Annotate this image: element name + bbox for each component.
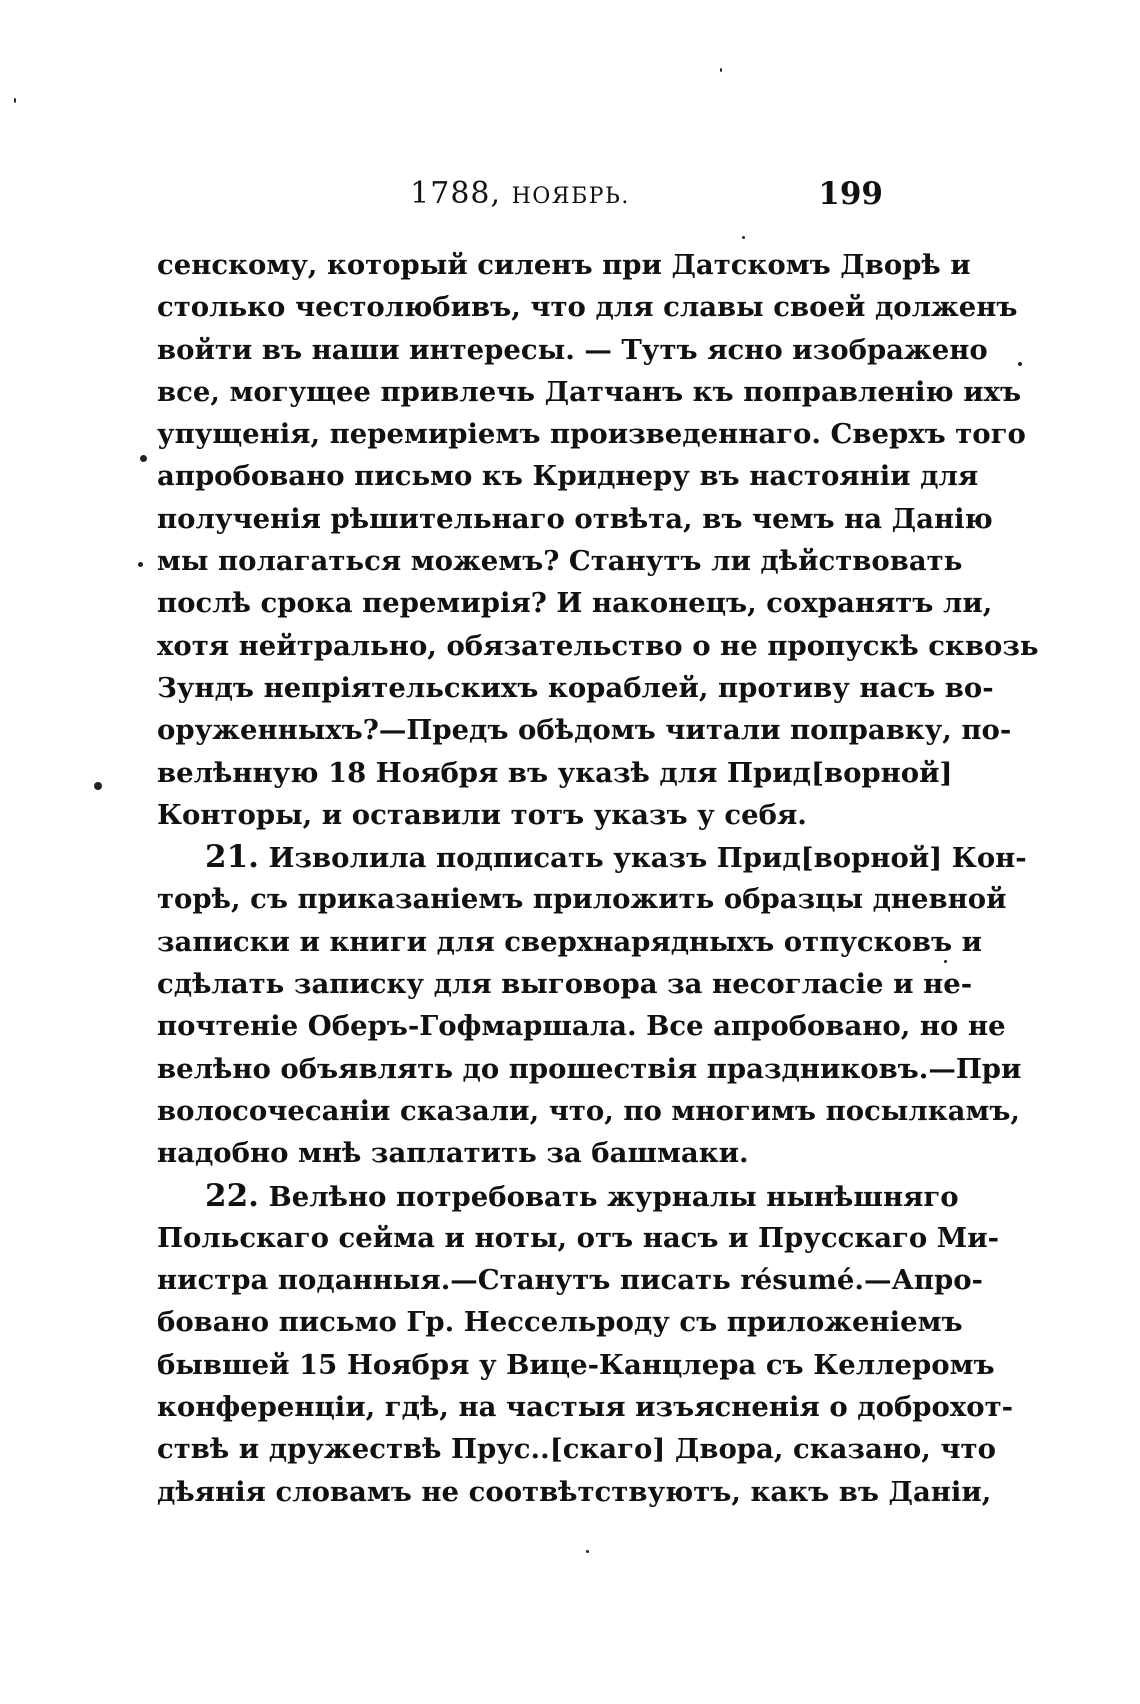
- scan-speck: [720, 68, 722, 72]
- text-line: сенскому, который силенъ при Датскомъ Дворѣ и: [157, 249, 971, 281]
- text-line: войти въ наши интересы. — Тутъ ясно изображено: [157, 333, 988, 366]
- text-line: столько честолюбивъ, что для славы своей долженъ: [157, 291, 1018, 324]
- scan-speck: [14, 98, 16, 103]
- text-line: Велѣно потребовать журналы нынѣшняго: [268, 1180, 959, 1213]
- text-line: бовано письмо Гр. Нессельроду съ приложеніемъ: [157, 1306, 963, 1339]
- day-number-22: 22.: [205, 1177, 259, 1214]
- text-line: оруженныхъ?—Предъ обѣдомъ читали поправку, по-: [157, 714, 1012, 747]
- day-number-21: 21.: [205, 839, 259, 876]
- text-line: бывшей 15 Ноября у Вице-Канцлера съ Келлеромъ: [157, 1348, 995, 1381]
- text-line: сдѣлать записку для выговора за несогласіе и не-: [157, 968, 973, 1001]
- text-line: Зундъ непріятельскихъ кораблей, противу насъ во-: [157, 671, 994, 704]
- text-line: полученія рѣшительнаго отвѣта, въ чемъ на Данію: [157, 502, 993, 535]
- text-line: дѣянія словамъ не соотвѣтствуютъ, какъ въ Даніи,: [157, 1475, 992, 1508]
- text-line: упущенія, перемиріемъ произведеннаго. Сверхъ того: [157, 418, 1026, 451]
- text-line: записки и книги для сверхнарядныхъ отпусковъ и: [157, 925, 983, 958]
- text-line: нистра поданныя.—Станутъ писать résumé.—Апро-: [157, 1264, 983, 1297]
- text-line: велѣно объявлять до прошествія праздниковъ.—При: [157, 1052, 1022, 1085]
- text-line: волосочесаніи сказали, что, по многимъ посылкамъ,: [157, 1094, 1021, 1127]
- scan-speck: [140, 455, 147, 462]
- scan-speck: [94, 782, 102, 790]
- scan-speck: [586, 1550, 589, 1553]
- text-line: конференціи, гдѣ, на частыя изъясненія о доброхот-: [157, 1391, 1014, 1424]
- text-line: торѣ, съ приказаніемъ приложить образцы дневной: [157, 883, 1007, 916]
- entry-22-first-line: [157, 1175, 959, 1217]
- text-line: ствѣ и дружествѣ Прус..[скаго] Двора, сказано, что: [157, 1433, 996, 1466]
- scan-speck: [944, 960, 947, 963]
- page-header-date: [157, 176, 883, 211]
- header-year: 1788,: [410, 176, 502, 211]
- text-line: Польскаго сейма и ноты, отъ насъ и Прусскаго Ми-: [157, 1221, 1000, 1254]
- text-line: велѣнную 18 Ноября въ указѣ для Прид[ворной]: [157, 756, 953, 789]
- body-text: [157, 244, 1039, 1513]
- text-line: все, могущее привлечь Датчанъ къ поправленію ихъ: [157, 375, 1022, 408]
- text-line: послѣ срока перемирія? И наконецъ, сохранятъ ли,: [157, 587, 993, 620]
- page-number: 199: [818, 176, 883, 212]
- text-line: Конторы, и оставили тотъ указъ у себя.: [157, 798, 807, 831]
- scan-speck: [138, 562, 143, 567]
- header-month: НОЯБРЬ.: [511, 184, 630, 209]
- scan-speck: [1018, 362, 1022, 366]
- text-line: надобно мнѣ заплатить за башмаки.: [157, 1137, 749, 1170]
- text-line: хотя нейтрально, обязательство о не пропускѣ сквозь: [157, 629, 1039, 662]
- text-line: Изволила подписать указъ Прид[ворной] Кон-: [268, 842, 1027, 875]
- text-line: почтеніе Оберъ-Гофмаршала. Все апробовано, но не: [157, 1010, 1006, 1043]
- text-line: апробовано письмо къ Криднеру въ настояніи для: [157, 460, 979, 493]
- running-head: [157, 176, 883, 216]
- entry-21-first-line: [157, 836, 1027, 878]
- text-line: мы полагаться можемъ? Станутъ ли дѣйствовать: [157, 545, 963, 578]
- scan-speck: [742, 236, 745, 239]
